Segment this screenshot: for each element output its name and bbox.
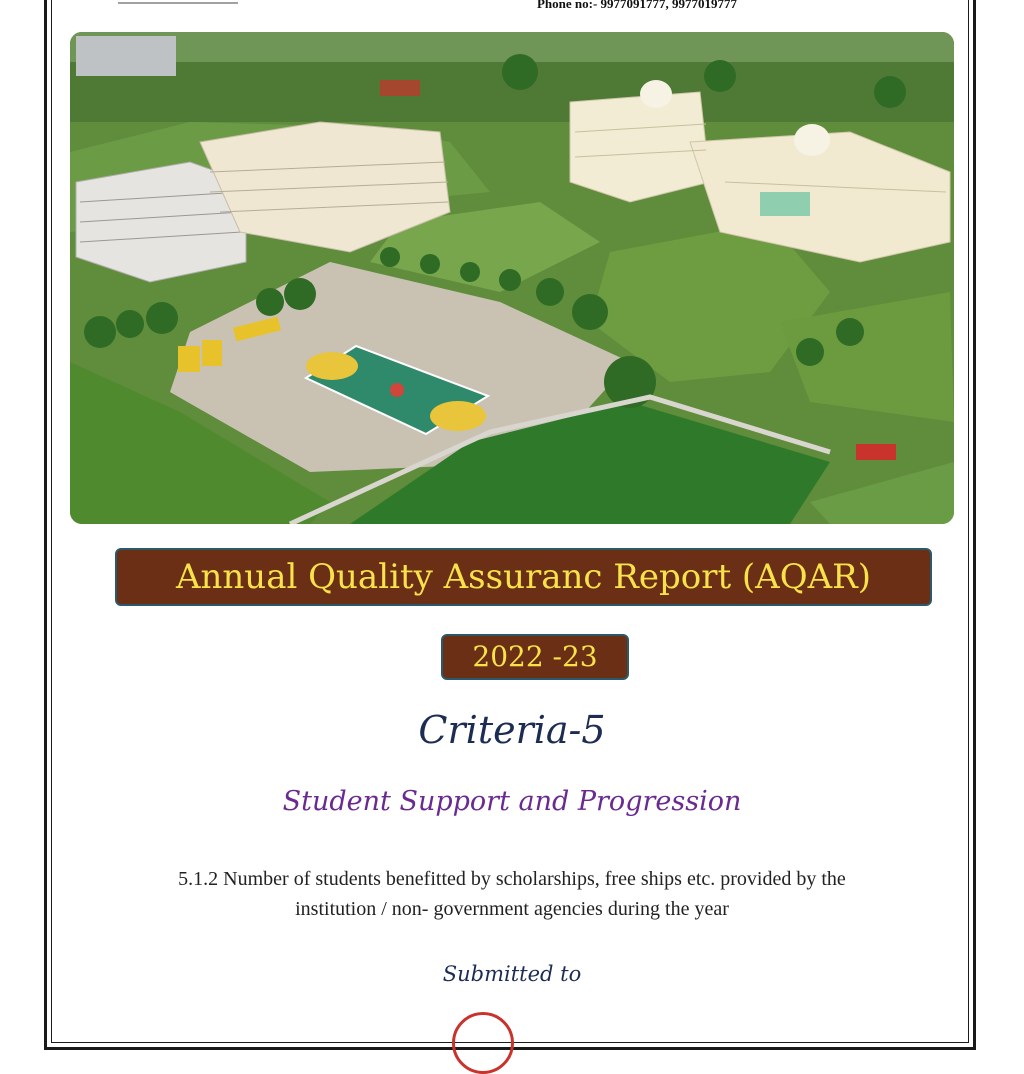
- submitted-to-label: Submitted to: [442, 962, 582, 986]
- report-year-banner: [441, 634, 629, 680]
- campus-aerial-photo: [70, 32, 954, 524]
- criteria-subtitle: Student Support and Progression: [282, 786, 742, 817]
- report-title: Annual Quality Assuranc Report (AQAR): [175, 557, 872, 597]
- metric-description-line-2: institution / non- government agencies during the year: [295, 898, 729, 920]
- institution-seal-icon: [452, 1012, 514, 1074]
- report-title-banner: [115, 548, 932, 606]
- phone-numbers: Phone no:- 9977091777, 9977019777: [536, 0, 738, 11]
- criteria-heading: Criteria-5: [418, 708, 606, 752]
- metric-description: [100, 864, 924, 924]
- metric-description-line-1: 5.1.2 Number of students benefitted by scholarships, free ships etc. provided by the: [178, 868, 846, 890]
- report-year: 2022 -23: [472, 640, 598, 673]
